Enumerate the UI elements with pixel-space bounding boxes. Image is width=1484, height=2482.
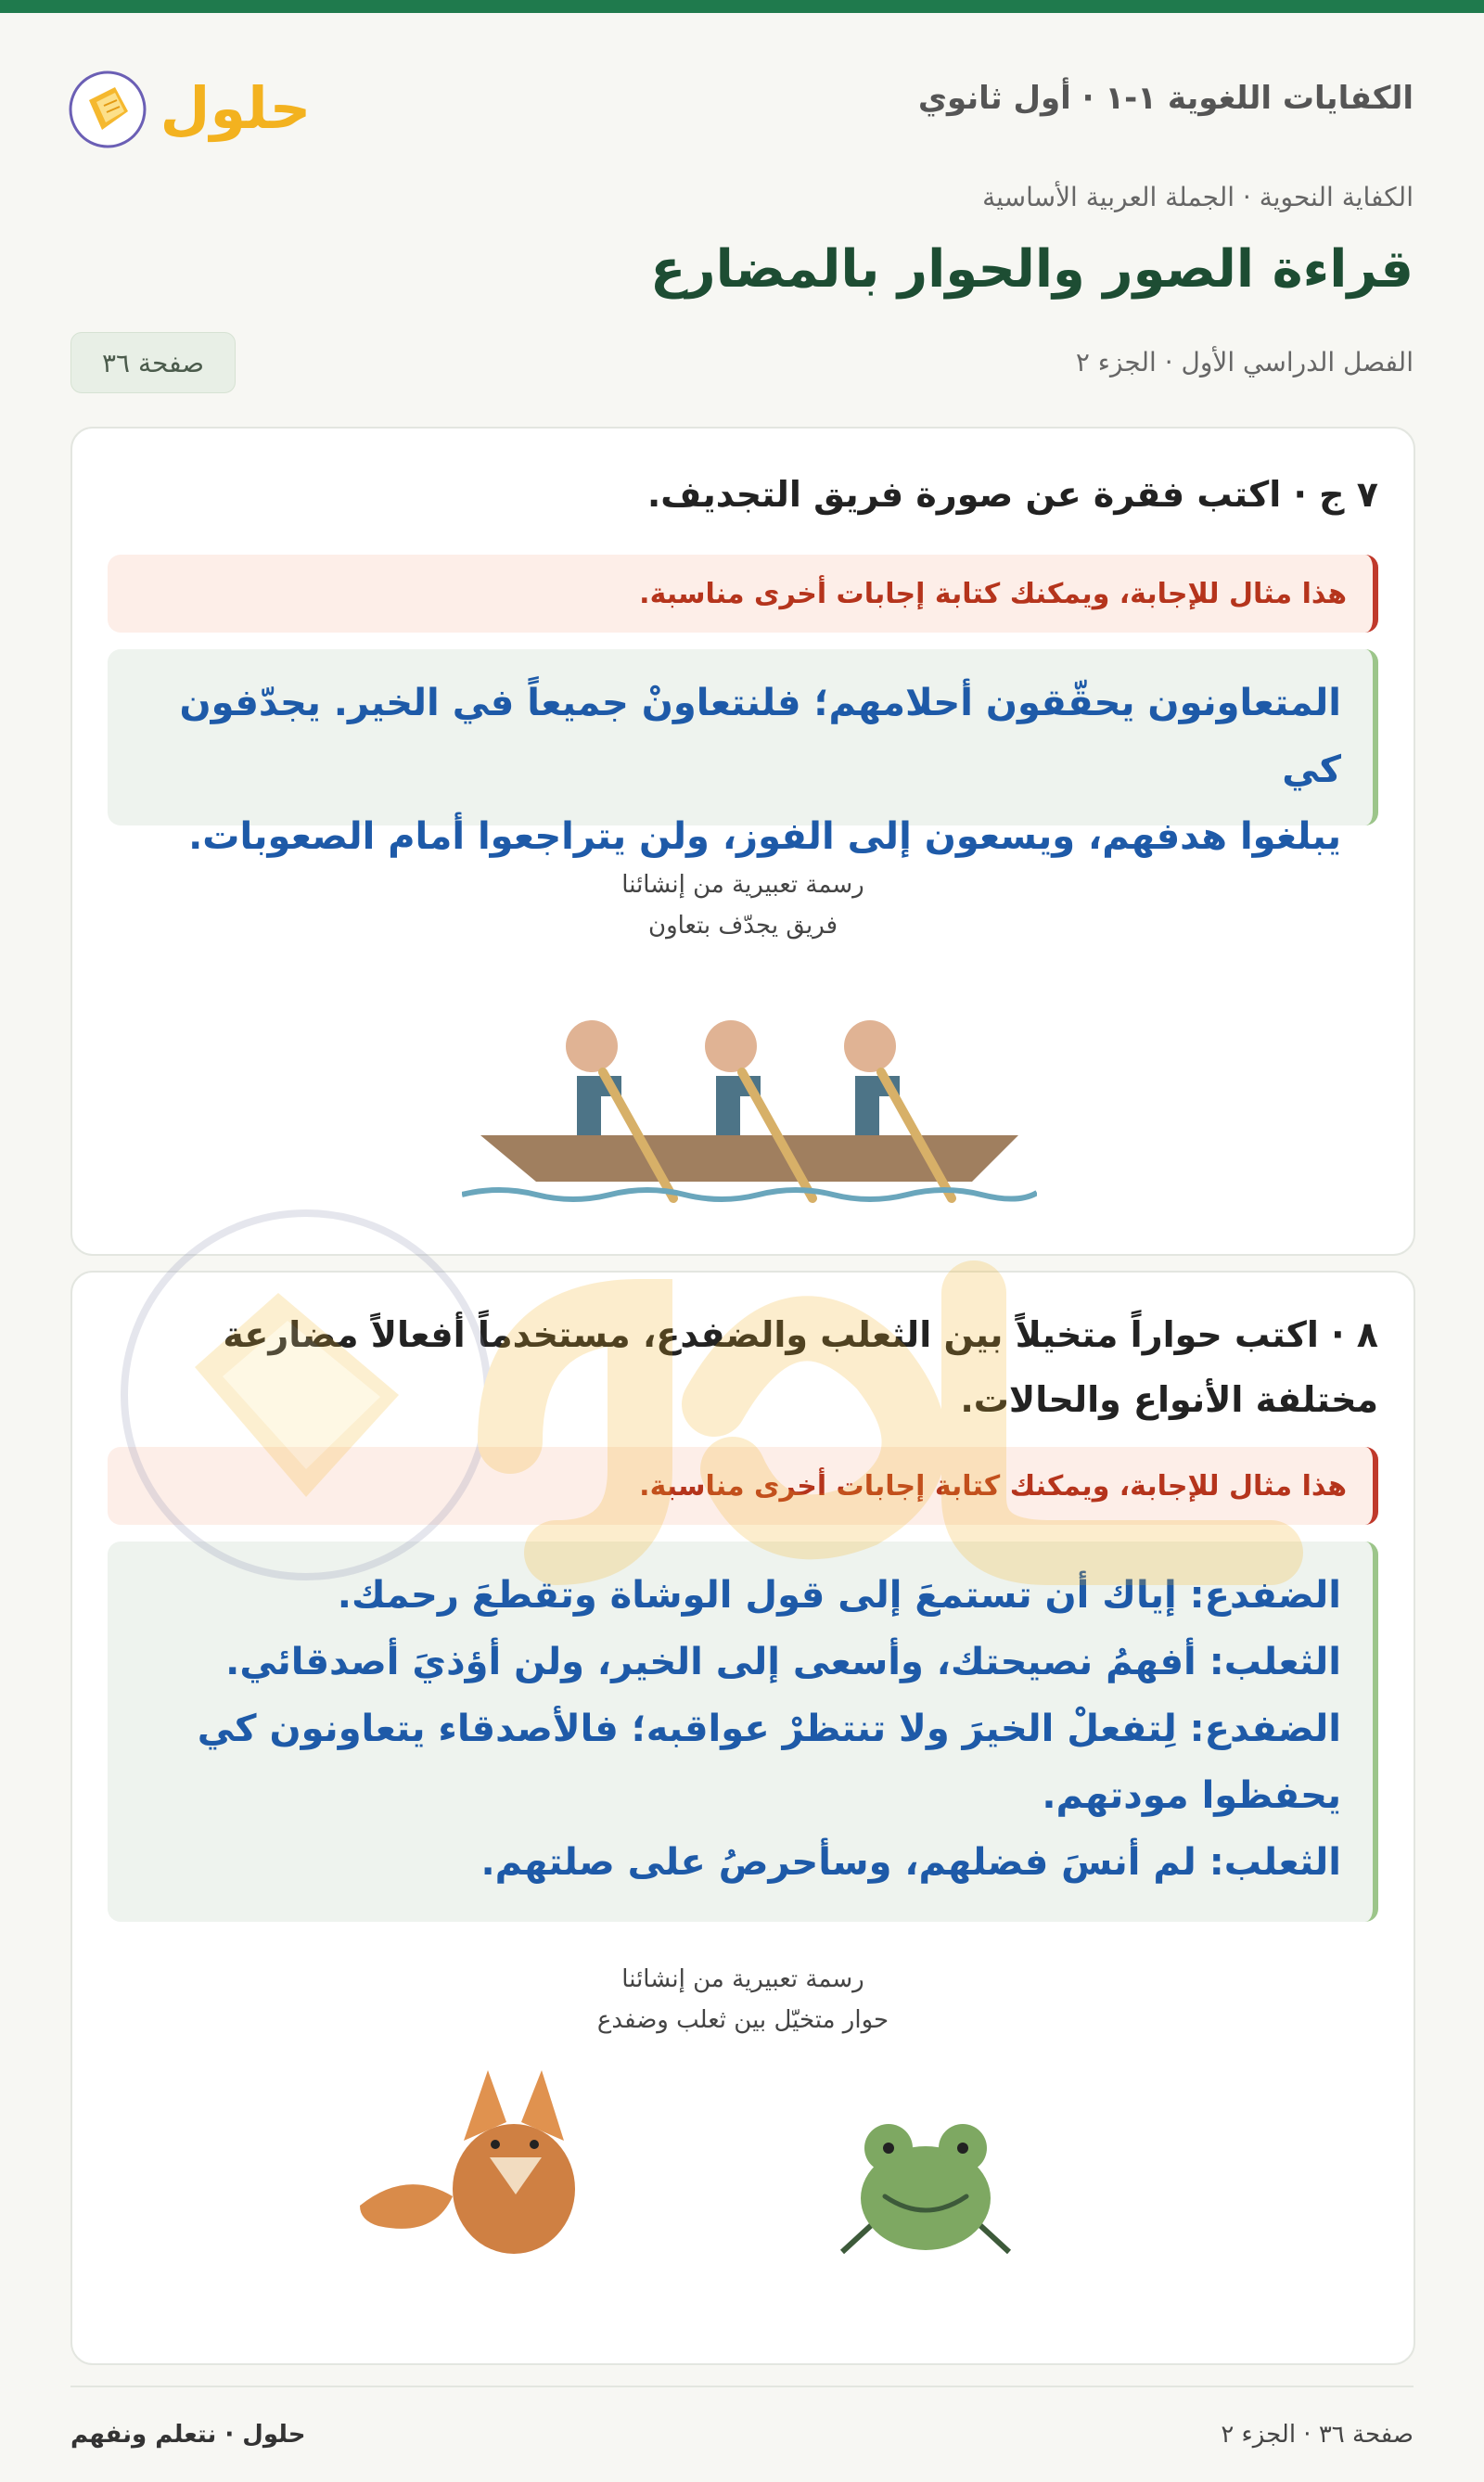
semester-label: الفصل الدراسي الأول · الجزء ٢	[1075, 347, 1414, 377]
caption-line: رسمة تعبيرية من إنشائنا	[621, 1965, 864, 1993]
top-accent-bar	[0, 0, 1484, 13]
caption-line: حوار متخيّل بين ثعلب وضفدع	[596, 2006, 889, 2034]
page	[0, 13, 1484, 2482]
rowing-boat-illustration	[462, 966, 1037, 1208]
prompt-line: ٨ · اكتب حواراً متخيلاً بين الثعلب والضفدع، مستخدماً أفعالاً مضارعة	[223, 1314, 1378, 1355]
question-card-7	[70, 427, 1415, 1256]
breadcrumb: الكفاية النحوية · الجملة العربية الأساسية	[982, 182, 1414, 212]
fox-frog-illustration	[351, 2039, 1111, 2326]
page-title: قراءة الصور والحوار بالمضارع	[650, 239, 1414, 300]
answer-line: الثعلب: لم أنسَ فضلهم، وسأحرصُ على صلتهم.	[480, 1841, 1341, 1884]
illustration-caption	[72, 864, 1414, 946]
logo	[69, 63, 310, 156]
prompt-line: مختلفة الأنواع والحالات.	[960, 1379, 1378, 1420]
answer-line: الثعلب: أفهمُ نصيحتك، وأسعى إلى الخير، ولن أؤذيَ أصدقائي.	[225, 1641, 1341, 1683]
answer-note: هذا مثال للإجابة، ويمكنك كتابة إجابات أخرى مناسبة.	[108, 555, 1378, 633]
answer-line: يحفظوا مودتهم.	[1042, 1774, 1341, 1817]
answer-box	[108, 1542, 1378, 1922]
logo-text: حلول	[160, 74, 310, 142]
answer-note: هذا مثال للإجابة، ويمكنك كتابة إجابات أخرى مناسبة.	[108, 1447, 1378, 1525]
book-icon	[69, 63, 310, 156]
answer-line: المتعاونون يحقّقون أحلامهم؛ فلنتعاونْ جميعاً في الخير. يجدّفون كي	[179, 682, 1341, 791]
question-prompt: ٧ ج · اكتب فقرة عن صورة فريق التجديف.	[646, 474, 1378, 515]
caption-line: فريق يجدّف بتعاون	[647, 912, 838, 940]
question-prompt	[108, 1302, 1378, 1432]
page-badge: صفحة ٣٦	[70, 332, 236, 393]
fox	[360, 2070, 575, 2254]
footer-divider	[70, 2386, 1414, 2387]
answer-line: يبلغوا هدفهم، ويسعون إلى الفوز، ولن يتراجعوا أمام الصعوبات.	[188, 815, 1341, 858]
question-card-8	[70, 1271, 1415, 2365]
answer-line: الضفدع: لِتفعلْ الخيرَ ولا تنتظرْ عواقبه؛ فالأصدقاء يتعاونون كي	[197, 1708, 1341, 1750]
answer-line: الضفدع: إياك أن تستمعَ إلى قول الوشاة وتقطعَ رحمك.	[337, 1574, 1341, 1617]
illustration-caption	[72, 1959, 1414, 2041]
footer-page-info: صفحة ٣٦ · الجزء ٢	[1221, 2421, 1414, 2449]
frog	[842, 2124, 1009, 2252]
footer-brand: حلول · نتعلم ونفهم	[70, 2421, 306, 2449]
header-title: الكفايات اللغوية ١-١ · أول ثانوي	[917, 80, 1414, 117]
answer-box	[108, 649, 1378, 858]
caption-line: رسمة تعبيرية من إنشائنا	[621, 871, 864, 899]
